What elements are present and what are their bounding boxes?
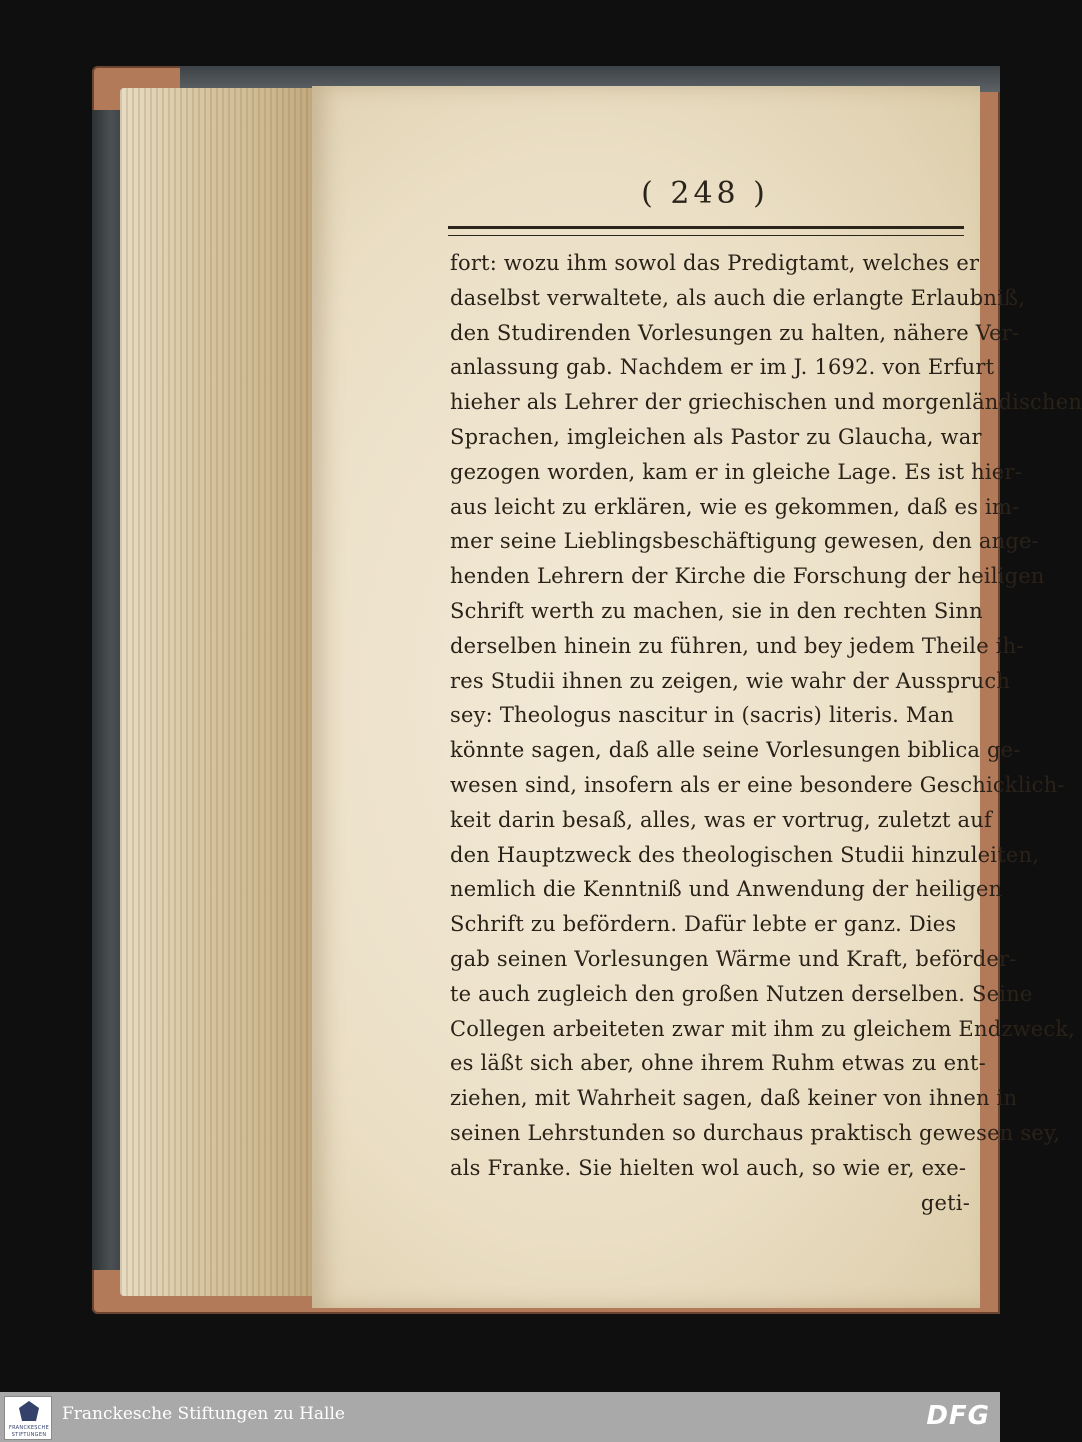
text-line: Collegen arbeiteten zwar mit ihm zu gleichem Endzweck, (450, 1016, 1076, 1041)
text-line: Schrift werth zu machen, sie in den rechten Sinn (450, 598, 983, 623)
text-line: hieher als Lehrer der griechischen und morgenländischen (450, 390, 1082, 415)
page-text (450, 246, 1082, 1220)
text-line: te auch zugleich den großen Nutzen derselben. Seine (450, 981, 1033, 1006)
text-line: als Franke. Sie hielten wol auch, so wie er, exe- (450, 1155, 967, 1180)
page-edges (120, 88, 320, 1296)
logo-caption: FRANCKESCHE (8, 1425, 50, 1431)
text-line: nemlich die Kenntniß und Anwendung der heiligen (450, 877, 1003, 902)
page-number: ( 248 ) (641, 176, 769, 211)
text-line: henden Lehrern der Kirche die Forschung der heiligen (450, 564, 1045, 589)
text-line: könnte sagen, daß alle seine Vorlesungen biblica ge- (450, 738, 1021, 763)
text-line: derselben hinein zu führen, und bey jedem Theile ih- (450, 633, 1024, 658)
text-line: res Studii ihnen zu zeigen, wie wahr der Ausspruch (450, 668, 1011, 693)
text-line: gab seinen Vorlesungen Wärme und Kraft, beförder- (450, 946, 1017, 971)
text-line: ziehen, mit Wahrheit sagen, daß keiner von ihnen in (450, 1086, 1018, 1111)
franckesche-logo[interactable] (4, 1396, 52, 1440)
header-rule (448, 226, 964, 236)
text-line: gezogen worden, kam er in gleiche Lage. Es ist hier- (450, 459, 1022, 484)
text-line: Sprachen, imgleichen als Pastor zu Glaucha, war (450, 424, 982, 449)
text-line: es läßt sich aber, ohne ihrem Ruhm etwas zu ent- (450, 1051, 986, 1076)
text-line: den Hauptzweck des theologischen Studii hinzuleiten, (450, 842, 1040, 867)
text-line: den Studirenden Vorlesungen zu halten, nähere Ver- (450, 320, 1020, 345)
text-line: keit darin besaß, alles, was er vortrug, zuletzt auf (450, 807, 992, 832)
text-line: mer seine Lieblingsbeschäftigung gewesen, den ange- (450, 529, 1039, 554)
logo-caption: STIFTUNGEN (11, 1432, 47, 1438)
dfg-logo[interactable]: DFG (926, 1401, 990, 1431)
text-line: fort: wozu ihm sowol das Predigtamt, welches er (450, 251, 980, 275)
text-line: Schrift zu befördern. Dafür lebte er ganz. Dies (450, 912, 957, 937)
footer-title-link[interactable]: Franckesche Stiftungen zu Halle (62, 1404, 345, 1424)
text-line: aus leicht zu erklären, wie es gekommen, daß es im- (450, 494, 1020, 519)
text-line: sey: Theologus nascitur in (sacris) literis. Man (450, 703, 955, 728)
emblem-icon (19, 1401, 39, 1421)
text-line: anlassung gab. Nachdem er im J. 1692. von Erfurt (450, 355, 995, 380)
text-line: geti- (920, 1190, 970, 1215)
text-line: wesen sind, insofern als er eine besondere Geschicklich- (450, 772, 1065, 797)
text-line: seinen Lehrstunden so durchaus praktisch gewesen sey, (450, 1120, 1061, 1145)
text-line: daselbst verwaltete, als auch die erlangte Erlaubniß, (450, 285, 1026, 310)
